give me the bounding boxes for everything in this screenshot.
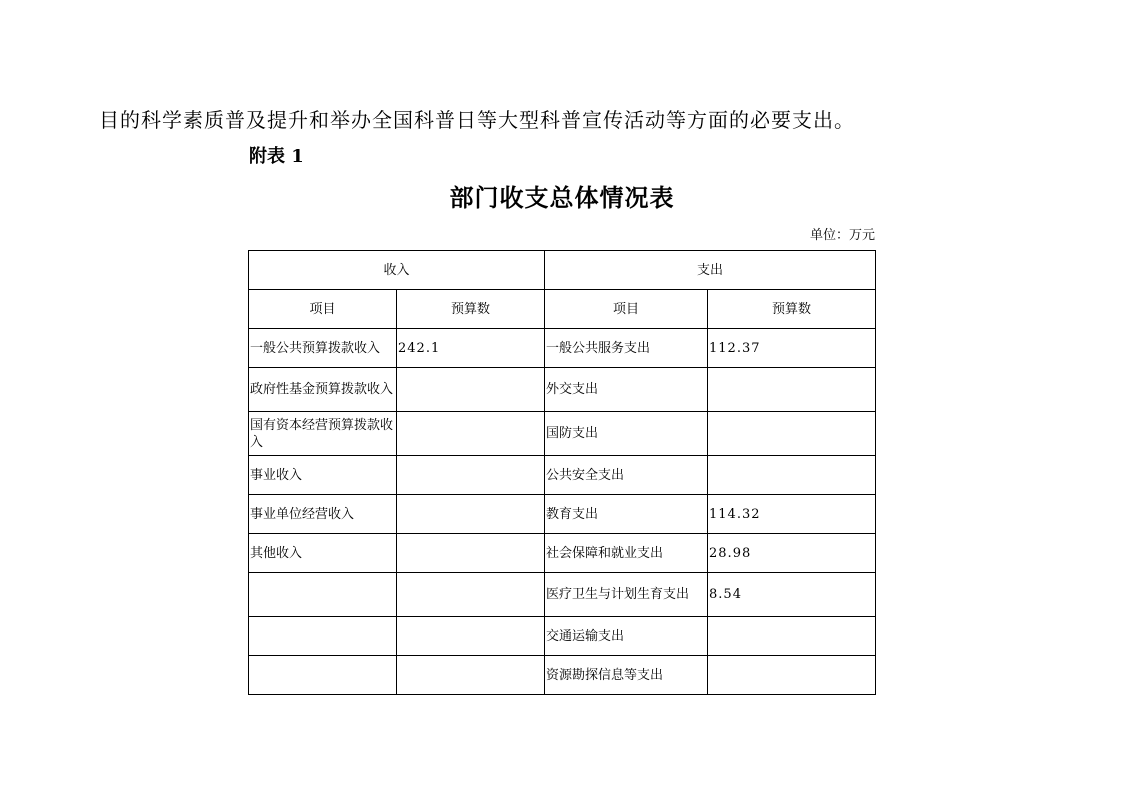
table-row bbox=[249, 456, 876, 495]
expense-item-cell: 教育支出 bbox=[545, 495, 708, 534]
table-row bbox=[249, 495, 876, 534]
expense-amount-cell: 114.32 bbox=[708, 495, 876, 534]
income-amount-cell bbox=[397, 412, 545, 456]
income-item-cell: 政府性基金预算拨款收入 bbox=[249, 368, 397, 412]
income-item-cell: 事业单位经营收入 bbox=[249, 495, 397, 534]
appendix-label: 附表 1 bbox=[249, 146, 304, 167]
expense-header: 支出 bbox=[545, 251, 876, 290]
expense-amount-cell bbox=[708, 368, 876, 412]
expense-item-cell: 资源勘探信息等支出 bbox=[545, 656, 708, 695]
table-column-header-row bbox=[249, 290, 876, 329]
income-item-cell bbox=[249, 656, 397, 695]
expense-item-cell: 社会保障和就业支出 bbox=[545, 534, 708, 573]
expense-item-cell: 国防支出 bbox=[545, 412, 708, 456]
table-section-header-row bbox=[249, 251, 876, 290]
income-amount-cell bbox=[397, 534, 545, 573]
column-header-expense-item: 项目 bbox=[545, 290, 708, 329]
income-amount-cell bbox=[397, 617, 545, 656]
income-header: 收入 bbox=[249, 251, 545, 290]
table-row bbox=[249, 656, 876, 695]
income-item-cell: 一般公共预算拨款收入 bbox=[249, 329, 397, 368]
table-row bbox=[249, 573, 876, 617]
income-amount-cell bbox=[397, 368, 545, 412]
income-item-cell: 其他收入 bbox=[249, 534, 397, 573]
expense-amount-cell bbox=[708, 412, 876, 456]
income-amount-cell bbox=[397, 573, 545, 617]
income-item-cell bbox=[249, 617, 397, 656]
income-amount-cell: 242.1 bbox=[397, 329, 545, 368]
table-row bbox=[249, 534, 876, 573]
income-amount-cell bbox=[397, 656, 545, 695]
expense-item-cell: 交通运输支出 bbox=[545, 617, 708, 656]
expense-amount-cell bbox=[708, 617, 876, 656]
income-item-cell bbox=[249, 573, 397, 617]
column-header-income-item: 项目 bbox=[249, 290, 397, 329]
expense-amount-cell bbox=[708, 656, 876, 695]
table-row bbox=[249, 368, 876, 412]
expense-amount-cell: 28.98 bbox=[708, 534, 876, 573]
expense-item-cell: 一般公共服务支出 bbox=[545, 329, 708, 368]
unit-label: 单位：万元 bbox=[809, 228, 875, 243]
intro-paragraph: 目的科学素质普及提升和举办全国科普日等大型科普宣传活动等方面的必要支出。 bbox=[99, 108, 855, 132]
income-amount-cell bbox=[397, 456, 545, 495]
expense-amount-cell: 8.54 bbox=[708, 573, 876, 617]
table-title: 部门收支总体情况表 bbox=[449, 183, 675, 212]
column-header-expense-budget: 预算数 bbox=[708, 290, 876, 329]
expense-item-cell: 公共安全支出 bbox=[545, 456, 708, 495]
expense-item-cell: 医疗卫生与计划生育支出 bbox=[545, 573, 708, 617]
table-row bbox=[249, 329, 876, 368]
expense-amount-cell: 112.37 bbox=[708, 329, 876, 368]
table-row bbox=[249, 412, 876, 456]
income-amount-cell bbox=[397, 495, 545, 534]
column-header-income-budget: 预算数 bbox=[397, 290, 545, 329]
budget-summary-table bbox=[248, 250, 876, 695]
income-item-cell: 国有资本经营预算拨款收入 bbox=[249, 412, 397, 456]
income-item-cell: 事业收入 bbox=[249, 456, 397, 495]
expense-amount-cell bbox=[708, 456, 876, 495]
expense-item-cell: 外交支出 bbox=[545, 368, 708, 412]
table-row bbox=[249, 617, 876, 656]
